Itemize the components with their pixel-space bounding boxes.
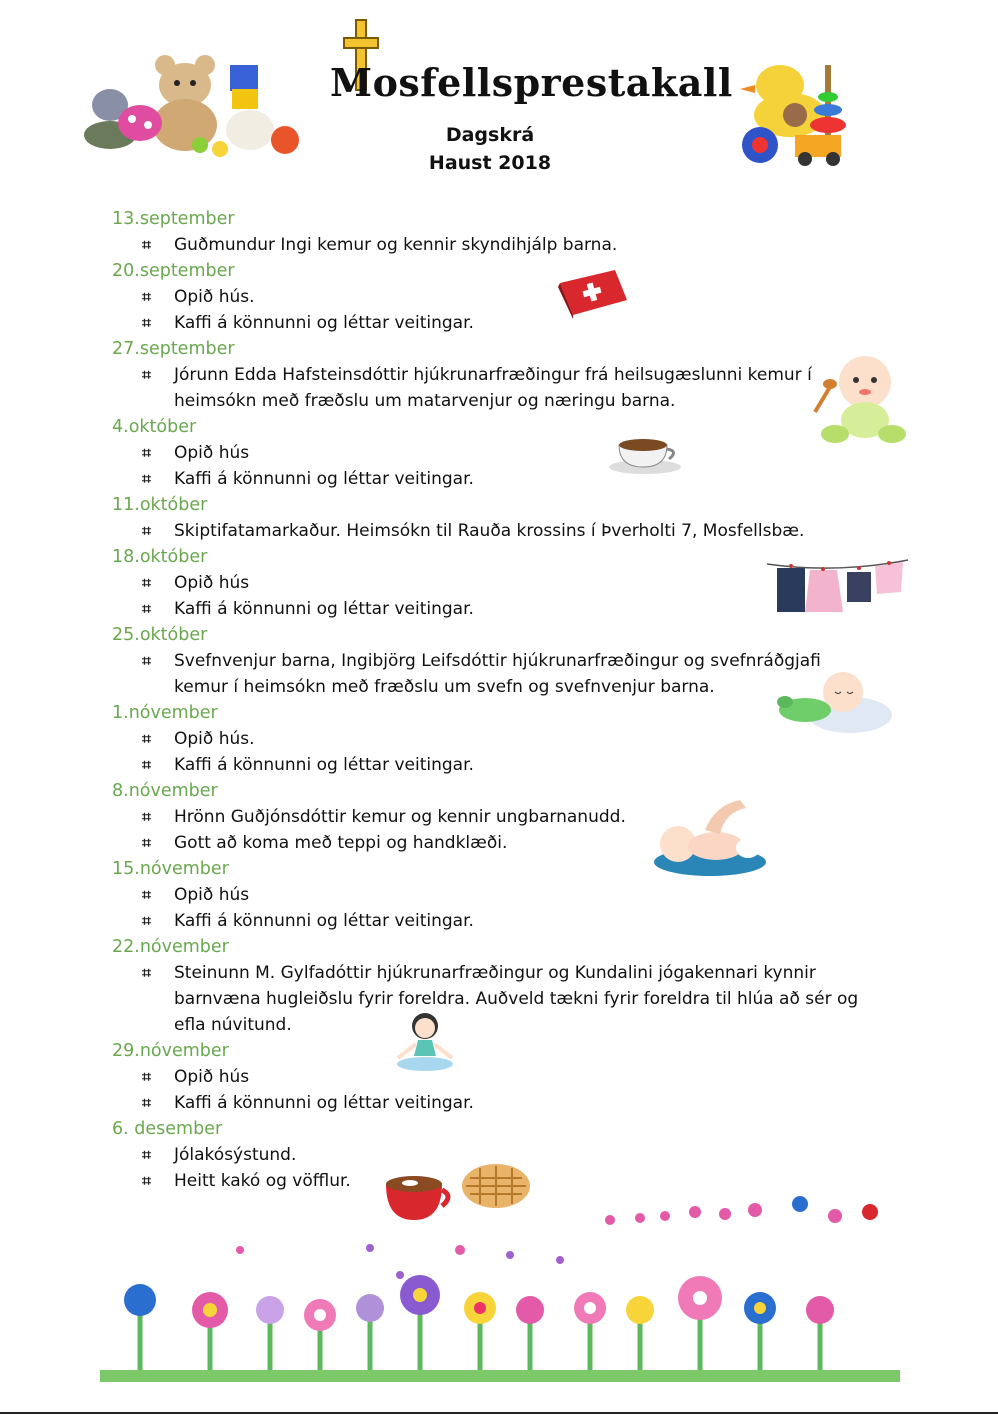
- bullet-icon: ⌗: [142, 1171, 152, 1190]
- schedule-item: [112, 882, 872, 908]
- schedule-date: 27.september: [112, 339, 235, 359]
- bullet-icon: ⌗: [142, 521, 152, 540]
- schedule-item-text: Kaffi á könnunni og léttar veitingar.: [174, 599, 474, 619]
- schedule-item: [112, 648, 872, 700]
- schedule-date: 20.september: [112, 261, 235, 281]
- schedule-item: [112, 440, 872, 466]
- bullet-icon: ⌗: [142, 1145, 152, 1164]
- schedule-date: 29.nóvember: [112, 1041, 229, 1061]
- schedule-date: 1.nóvember: [112, 703, 218, 723]
- schedule-list: [112, 206, 872, 1194]
- bullet-icon: ⌗: [142, 287, 152, 306]
- schedule-item-text: Jólakósýstund.: [174, 1145, 297, 1165]
- schedule-date: 4.október: [112, 417, 197, 437]
- schedule-item-text: Opið hús.: [174, 287, 255, 307]
- bullet-icon: ⌗: [142, 469, 152, 488]
- bullet-icon: ⌗: [142, 729, 152, 748]
- subtitle-dagskra: Dagskrá: [445, 124, 535, 146]
- toys-left-illustration: [80, 45, 300, 160]
- schedule-item-text: Jórunn Edda Hafsteinsdóttir hjúkrunarfræðingur frá heilsugæslunni kemur í heimsókn með fræðslu um matarvenjur og næringu barna.: [174, 365, 812, 411]
- schedule-date: 6. desember: [112, 1119, 223, 1139]
- bullet-icon: ⌗: [142, 963, 152, 982]
- schedule-item-text: Kaffi á könnunni og léttar veitingar.: [174, 469, 474, 489]
- schedule-item: [112, 960, 872, 1038]
- bullet-icon: ⌗: [142, 807, 152, 826]
- subtitle-season: Haust 2018: [428, 152, 552, 174]
- schedule-item: [112, 908, 872, 934]
- bullet-icon: ⌗: [142, 443, 152, 462]
- bullet-icon: ⌗: [142, 833, 152, 852]
- schedule-item-text: Gott að koma með teppi og handklæði.: [174, 833, 508, 853]
- church-logo-title: Mosfellsprestakall: [330, 60, 733, 105]
- schedule-item-text: Heitt kakó og vöfflur.: [174, 1171, 351, 1191]
- bullet-icon: ⌗: [142, 235, 152, 254]
- bullet-icon: ⌗: [142, 313, 152, 332]
- schedule-date: 18.október: [112, 547, 208, 567]
- schedule-item-text: Opið hús: [174, 573, 250, 593]
- schedule-date: 8.nóvember: [112, 781, 218, 801]
- schedule-item: [112, 570, 872, 596]
- schedule-date: 13.september: [112, 209, 235, 229]
- schedule-item-text: Kaffi á könnunni og léttar veitingar.: [174, 755, 474, 775]
- bullet-icon: ⌗: [142, 885, 152, 904]
- schedule-item-text: Opið hús: [174, 443, 250, 463]
- schedule-item-text: Opið hús: [174, 885, 250, 905]
- schedule-date: 11.október: [112, 495, 208, 515]
- schedule-item-text: Guðmundur Ingi kemur og kennir skyndihjálp barna.: [174, 235, 618, 255]
- schedule-item: [112, 466, 872, 492]
- schedule-item: [112, 518, 872, 544]
- schedule-item-text: Skiptifatamarkaður. Heimsókn til Rauða krossins í Þverholti 7, Mosfellsbæ.: [174, 521, 805, 541]
- schedule-item-text: Kaffi á könnunni og léttar veitingar.: [174, 313, 474, 333]
- bullet-icon: ⌗: [142, 755, 152, 774]
- schedule-item: [112, 362, 872, 414]
- schedule-item: [112, 1142, 872, 1168]
- schedule-date: 25.október: [112, 625, 208, 645]
- schedule-item: [112, 596, 872, 622]
- bullet-icon: ⌗: [142, 1093, 152, 1112]
- schedule-item-text: Steinunn M. Gylfadóttir hjúkrunarfræðingur og Kundalini jógakennari kynnir barnvæna hugleiðslu fyrir foreldra. Auðveld tækni fyrir foreldra til hlúa að sér og efla núvitund.: [174, 963, 859, 1035]
- schedule-item-text: Kaffi á könnunni og léttar veitingar.: [174, 911, 474, 931]
- schedule-item: [112, 284, 872, 310]
- schedule-item-text: Opið hús.: [174, 729, 255, 749]
- bullet-icon: ⌗: [142, 573, 152, 592]
- schedule-item-text: Opið hús: [174, 1067, 250, 1087]
- schedule-date: 15.nóvember: [112, 859, 229, 879]
- bullet-icon: ⌗: [142, 911, 152, 930]
- schedule-item: [112, 1064, 872, 1090]
- schedule-item-text: Hrönn Guðjónsdóttir kemur og kennir ungbarnanudd.: [174, 807, 626, 827]
- bullet-icon: ⌗: [142, 365, 152, 384]
- bullet-icon: ⌗: [142, 651, 152, 670]
- schedule-item: [112, 726, 872, 752]
- schedule-item: [112, 804, 872, 830]
- page-bottom-border: [0, 1412, 998, 1414]
- toys-right-illustration: [735, 55, 855, 170]
- schedule-item: [112, 310, 872, 336]
- flowers-border-illustration: [100, 1180, 900, 1390]
- schedule-item: [112, 752, 872, 778]
- schedule-item: [112, 1090, 872, 1116]
- bullet-icon: ⌗: [142, 1067, 152, 1086]
- schedule-item-text: Kaffi á könnunni og léttar veitingar.: [174, 1093, 474, 1113]
- schedule-date: 22.nóvember: [112, 937, 229, 957]
- schedule-item-text: Svefnvenjur barna, Ingibjörg Leifsdóttir hjúkrunarfræðingur og svefnráðgjafi kemur í heimsókn með fræðslu um svefn og svefnvenjur barna.: [174, 651, 821, 697]
- schedule-item: [112, 232, 872, 258]
- schedule-item: [112, 830, 872, 856]
- bullet-icon: ⌗: [142, 599, 152, 618]
